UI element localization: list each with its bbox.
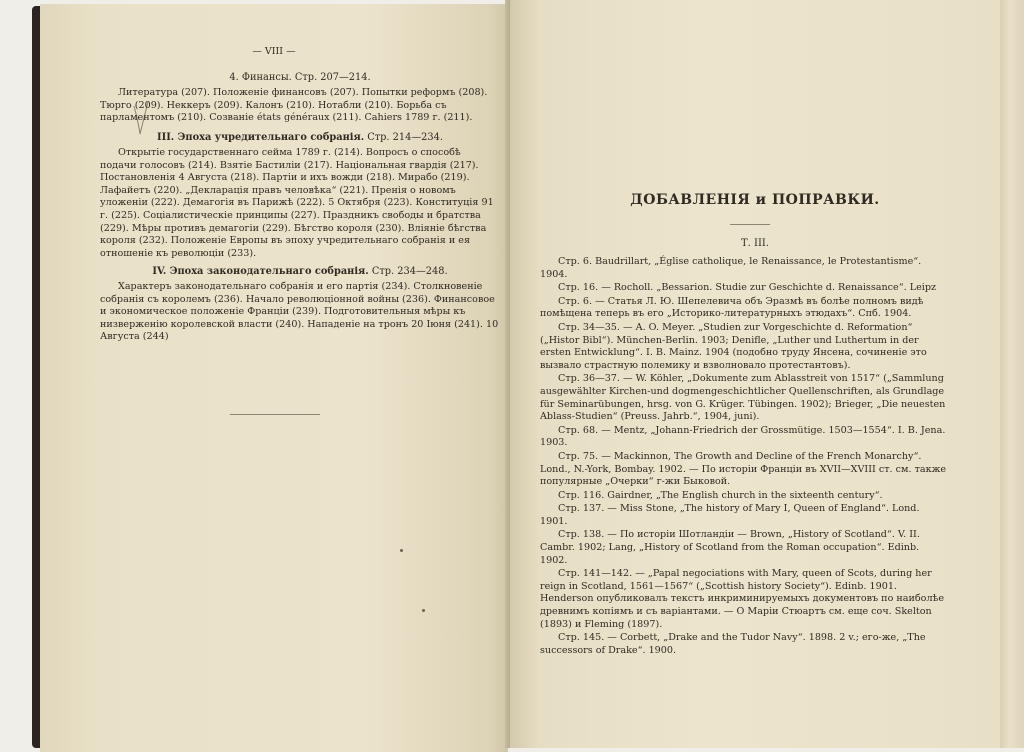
- list-item: Стр. 141—142. — „Papal negociations with Mary, queen of Scots, during her reign in Scotland, 1561—1567“ („Scottish history Society“). Edinb. 1901. Henderson опубликовалъ текстъ инкриминируемыхъ документовъ по наиболѣе древнимъ копіямъ и съ варіантами. — О Маріи Стюартъ см. еще соч. Skelton (1893) и Fleming (1897).: [540, 568, 945, 630]
- volume-label: Т. III.: [740, 238, 770, 249]
- list-item: Стр. 6. Baudrillart, „Église catholique, le Renaissance, le Protestantisme“. 1904.: [540, 256, 922, 280]
- addenda-list: [540, 256, 948, 658]
- list-item: Стр. 16. — Rocholl. „Bessarion. Studie zur Geschichte d. Renaissance“. Leipz: [558, 282, 937, 294]
- page-edge: [1000, 0, 1024, 748]
- section-heading: III. Эпоха учредительнаго собранія. Стр. 214—234.: [157, 132, 443, 143]
- list-item: Стр. 137. — Miss Stone, „The history of Mary I, Queen of England“. Lond. 1901.: [540, 503, 920, 527]
- list-item: Стр. 145. — Corbett, „Drake and the Tudor Navy“. 1898. 2 v.; его-же, „The successors of Drake“. 1900.: [540, 632, 926, 656]
- left-page: [40, 4, 508, 752]
- list-item: Стр. 36—37. — W. Köhler, „Dokumente zum Ablasstreit von 1517“ („Sammlung ausgewählter Kirchen-und dogmengeschichtlicher Quellenschriften, als Grundlage für Seminarübungen, hrsg. von G. Krüger. Tübingen. 1902); Brieger, „Die neuesten Ablass-Studien“ (Preuss. Jahrb.“, 1904, juni).: [540, 373, 946, 423]
- paper-speck: [400, 549, 403, 552]
- paper-speck: [422, 609, 425, 612]
- section-legislative-assembly: [100, 266, 500, 344]
- section-heading: 4. Финансы. Стр. 207—214.: [229, 72, 371, 83]
- section-paragraph: Открытіе государственнаго сейма 1789 г. (214). Вопросъ о способѣ подачи голосовъ (214). Взятіе Бастиліи (217). Національная гвардія (217). Постановленія 4 Августа (218). Партіи и ихъ вожди (218). Мирабо (219). Лафайетъ (220). „Декларація правъ человѣка“ (221). Пренія о новомъ уложеніи (222). Демагогія въ Парижѣ (222). 5 Октября (223). Конституція 91 г. (225). Соціалистическіе принципы (227). Праздникъ свободы и братства (229). Мѣры противъ демагогіи (229). Бѣгство короля (230). Вліяніе бѣгства короля (232). Положеніе Европы въ эпоху учредительнаго собранія и ея отношеніе къ революціи (233).: [100, 147, 494, 259]
- list-item: Стр. 75. — Mackinnon, The Growth and Decline of the French Monarchy“. Lond., N.-York, Bombay. 1902. — По исторіи Франціи въ XVII—XVIII ст. см. также популярные „Очерки“ г-жи Быковой.: [540, 450, 947, 488]
- page-title: ДОБАВЛЕНІЯ и ПОПРАВКИ.: [630, 192, 880, 208]
- right-page: [510, 0, 1000, 748]
- divider: [230, 414, 320, 415]
- section-heading: IV. Эпоха законодательнаго собранія. Стр. 234—248.: [152, 266, 448, 277]
- section-paragraph: Характеръ законодательнаго собранія и его партія (234). Столкновеніе собранія съ королемъ (236). Начало революціонной войны (236). Финансовое и экономическое положеніе Франціи (239). Подготовительныя мѣры къ низверженію королевской власти (240). Нападеніе на тронъ 20 Іюня (241). 10 Августа (244): [100, 281, 499, 343]
- list-item: Стр. 68. — Mentz, „Johann-Friedrich der Grossmütige. 1503—1554“. I. B. Jena. 1903.: [540, 424, 946, 449]
- section-finance: [100, 72, 500, 125]
- section-paragraph: Литература (207). Положеніе финансовъ (207). Попытки реформъ (208). Тюрго (209). Неккеръ (209). Калонъ (210). Нотабли (210). Борьба съ парламентомъ (210). Созваніе états généraux (211). Cahiers 1789 г. (211).: [100, 87, 488, 124]
- list-item: Стр. 116. Gairdner, „The English church in the sixteenth century“.: [558, 489, 883, 501]
- section-constituent-assembly: [100, 132, 500, 260]
- list-item: Стр. 138. — По исторіи Шотландіи — Brown, „History of Scotland“. V. II. Cambr. 1902; Lang, „History of Scotland from the Roman occupation“. Edinb. 1902.: [540, 529, 920, 566]
- list-item: Стр. 34—35. — A. O. Meyer. „Studien zur Vorgeschichte d. Reformation“ („Histor Bibl“). München-Berlin. 1903; Denifle, „Luther und Luthertum in der ersten Entwicklung“. I. B. Mainz. 1904 (подобно труду Янсена, сочиненіе это вызвало страстную полемику и взволновало протестантовъ).: [540, 321, 927, 371]
- divider: [730, 224, 770, 225]
- list-item: Стр. 6. — Статья Л. Ю. Шепелевича объ Эразмѣ въ болѣе полномъ видѣ помѣщена теперь въ его „Историко-литературныхъ этюдахъ“. Спб. 1904.: [540, 295, 924, 320]
- page-number: — VIII —: [252, 46, 296, 57]
